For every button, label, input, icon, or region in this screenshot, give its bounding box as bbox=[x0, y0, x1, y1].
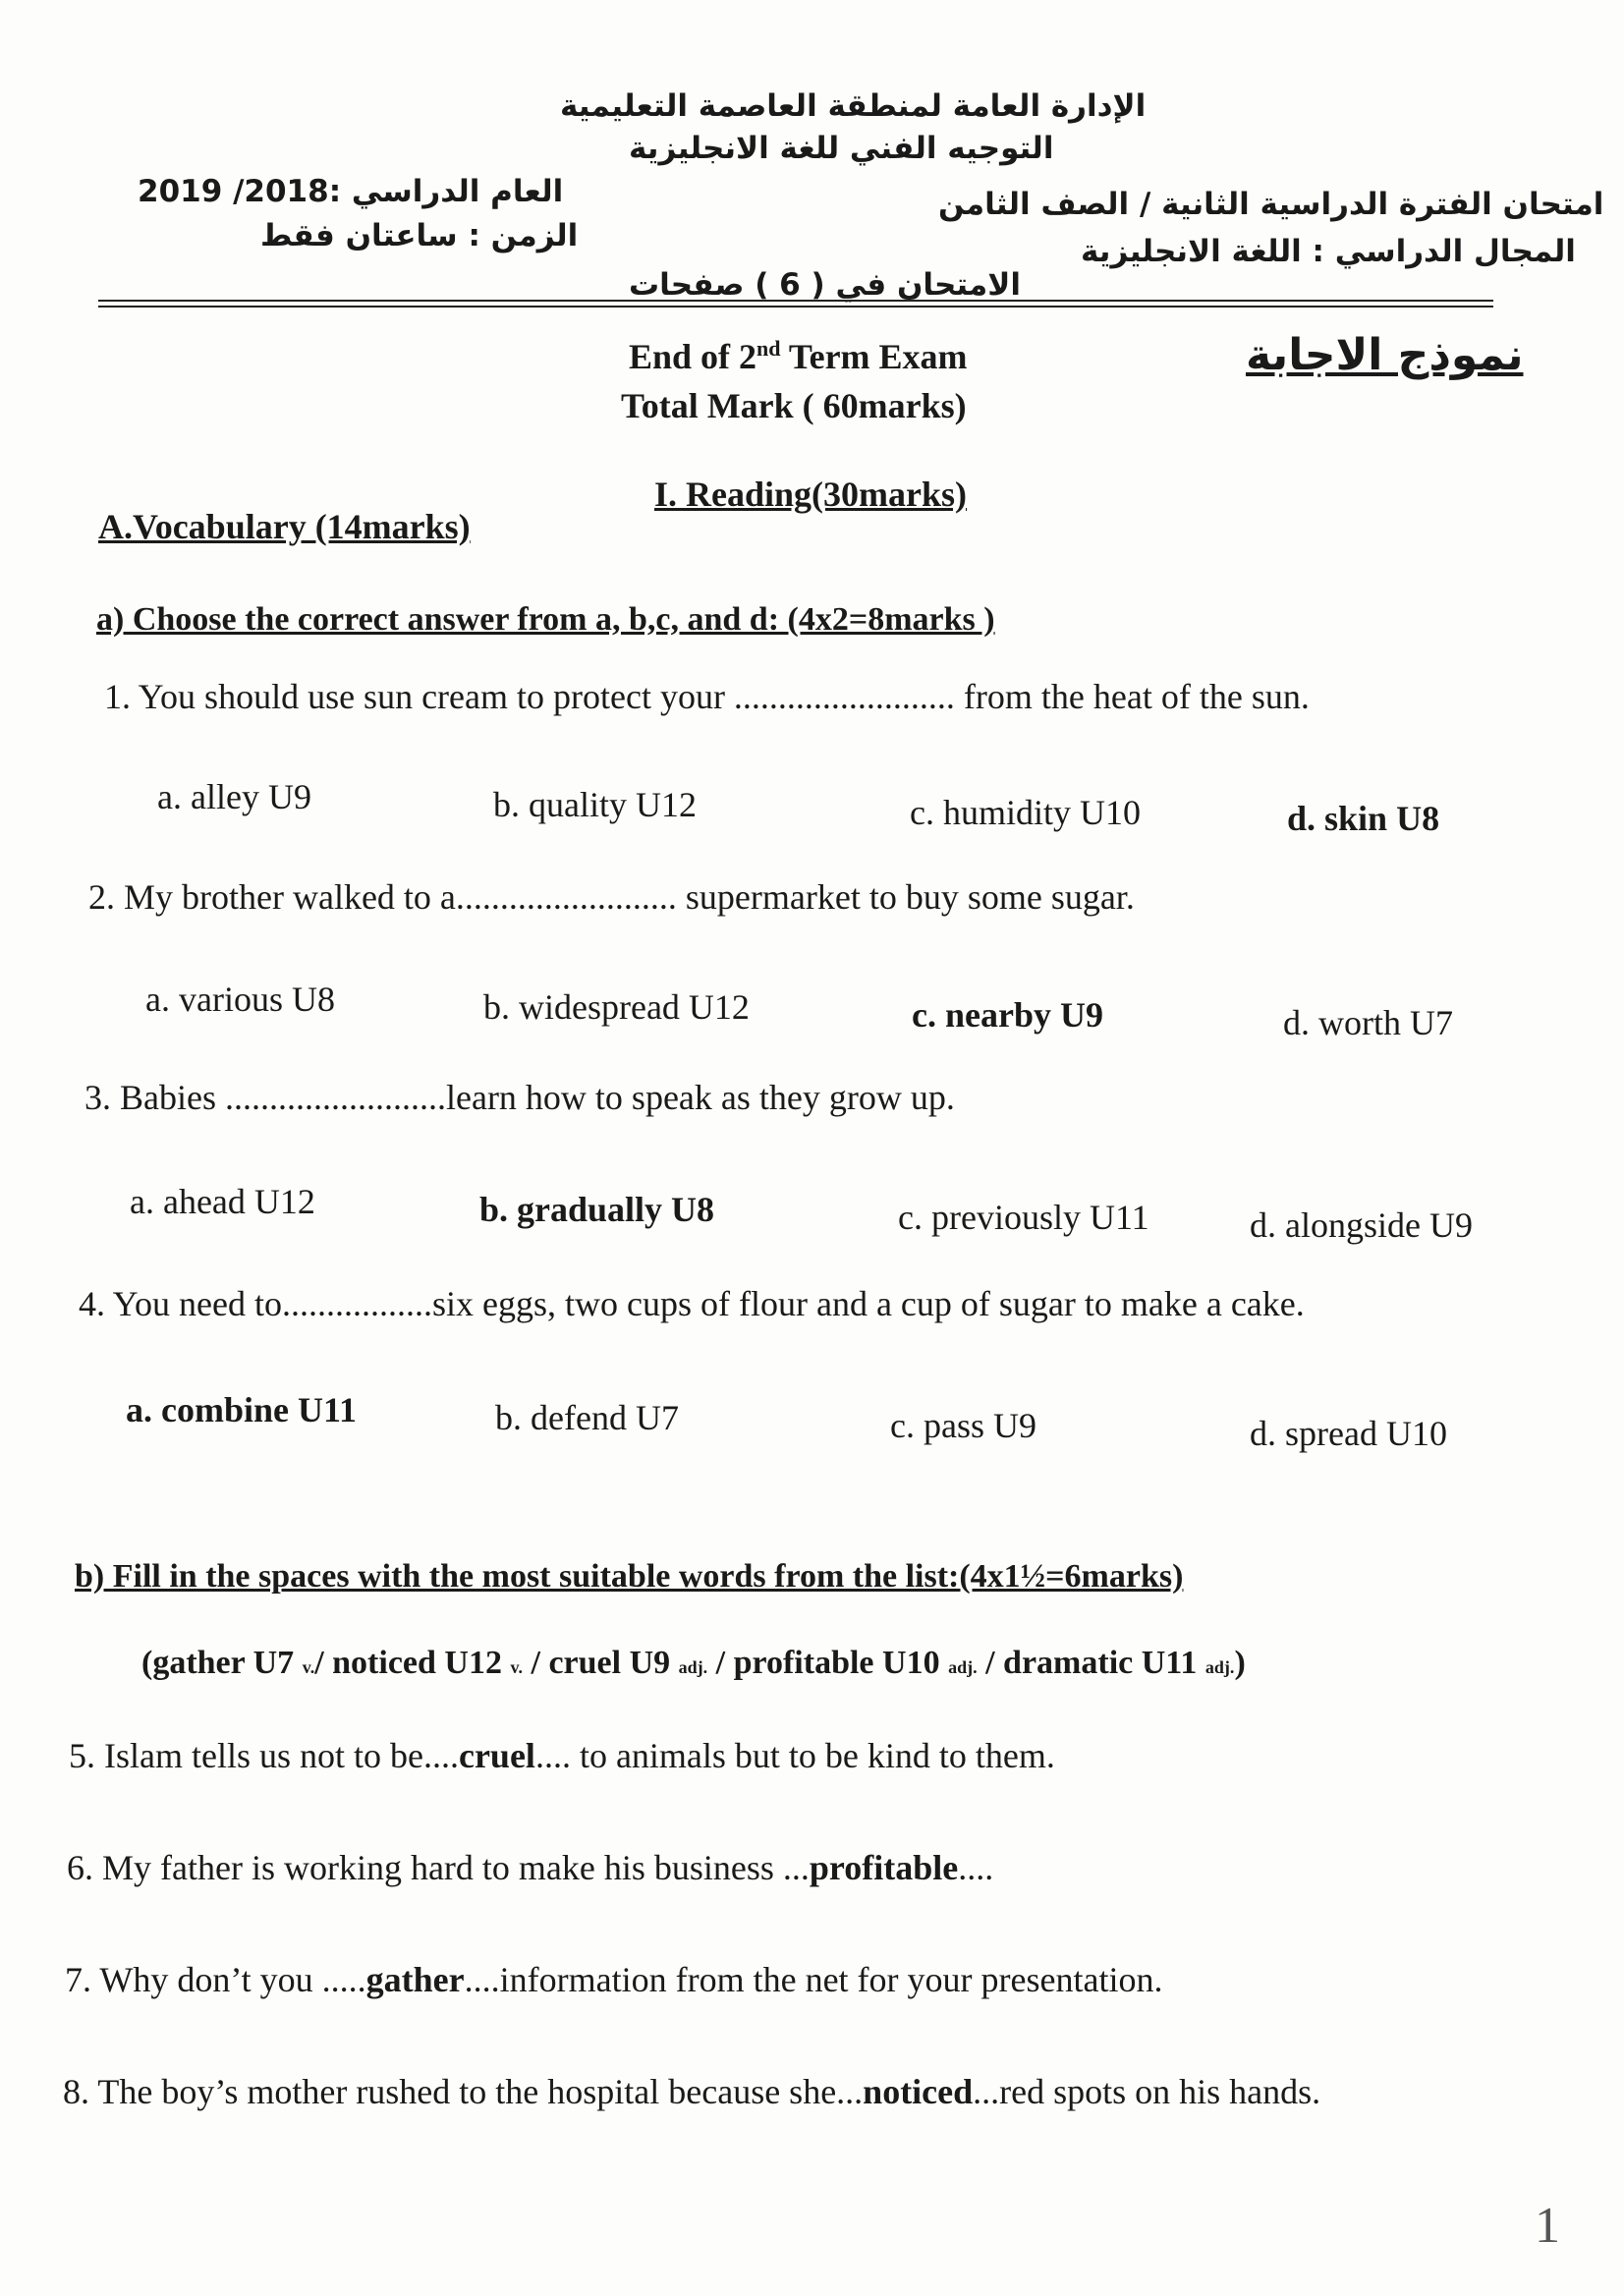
sentence-6-answer: profitable bbox=[809, 1848, 959, 1887]
word-list: (gather U7 v./ noticed U12 v. / cruel U9 adj. / profitable U10 adj. / dramatic U11 adj.) bbox=[141, 1645, 1246, 1681]
question-2-option-a: a. various U8 bbox=[145, 980, 335, 1019]
question-3-stem: 3. Babies .........................learn how to speak as they grow up. bbox=[84, 1078, 955, 1117]
question-2-option-c-answer: c. nearby U9 bbox=[912, 995, 1103, 1035]
question-4-option-b: b. defend U7 bbox=[495, 1398, 679, 1437]
authority-heading: الإدارة العامة لمنطقة العاصمة التعليمية bbox=[560, 88, 1147, 124]
question-4-option-d: d. spread U10 bbox=[1250, 1414, 1447, 1453]
exam-title: End of 2nd Term Exam bbox=[629, 336, 968, 376]
answer-key-label: نموذج الاجابة bbox=[1246, 330, 1524, 380]
header-divider bbox=[98, 300, 1493, 302]
part-b-instruction: b) Fill in the spaces with the most suitable words from the list:(4x1½=6marks) bbox=[75, 1558, 1184, 1595]
sentence-5: 5. Islam tells us not to be....cruel.... to animals but to be kind to them. bbox=[69, 1736, 1055, 1775]
question-3-option-d: d. alongside U9 bbox=[1250, 1205, 1473, 1245]
question-3-option-a: a. ahead U12 bbox=[130, 1182, 315, 1221]
question-1-stem: 1. You should use sun cream to protect your ......................... from the heat of the sun. bbox=[104, 677, 1310, 716]
sentence-7: 7. Why don’t you .....gather....information from the net for your presentation. bbox=[65, 1960, 1163, 1999]
reading-section-heading: I. Reading(30marks) bbox=[654, 475, 968, 514]
department-heading: التوجيه الفني للغة الانجليزية bbox=[629, 131, 1054, 166]
time-allowed: الزمن : ساعتان فقط bbox=[260, 218, 579, 253]
school-year: العام الدراسي :2018/ 2019 bbox=[138, 174, 564, 209]
sentence-7-answer: gather bbox=[365, 1960, 465, 1999]
page-count: الامتحان في ( 6 ) صفحات bbox=[629, 267, 1021, 303]
page-number: 1 bbox=[1535, 2198, 1560, 2254]
question-4-option-a-answer: a. combine U11 bbox=[126, 1390, 358, 1429]
question-2-option-b: b. widespread U12 bbox=[483, 987, 750, 1027]
sentence-5-answer: cruel bbox=[458, 1736, 535, 1775]
total-mark: Total Mark ( 60marks) bbox=[621, 386, 967, 425]
question-2-option-d: d. worth U7 bbox=[1283, 1003, 1453, 1042]
header-divider-second bbox=[98, 306, 1493, 308]
vocabulary-heading: A.Vocabulary (14marks) bbox=[98, 507, 471, 546]
question-4-stem: 4. You need to.................six eggs, two cups of flour and a cup of sugar to make a cake. bbox=[79, 1284, 1305, 1323]
part-a-instruction: a) Choose the correct answer from a, b,c, and d: (4x2=8marks ) bbox=[96, 601, 995, 638]
question-3-option-b-answer: b. gradually U8 bbox=[479, 1190, 715, 1229]
question-2-stem: 2. My brother walked to a......................... supermarket to buy some sugar. bbox=[88, 877, 1135, 917]
subject-line: المجال الدراسي : اللغة الانجليزية bbox=[1081, 234, 1576, 269]
exam-period: امتحان الفترة الدراسية الثانية / الصف الثامن bbox=[938, 187, 1604, 222]
question-1-option-b: b. quality U12 bbox=[493, 785, 697, 824]
sentence-6: 6. My father is working hard to make his business ...profitable.... bbox=[67, 1848, 994, 1887]
question-3-option-c: c. previously U11 bbox=[898, 1198, 1149, 1237]
sentence-8: 8. The boy’s mother rushed to the hospital because she...noticed...red spots on his hands. bbox=[63, 2072, 1321, 2111]
question-4-option-c: c. pass U9 bbox=[890, 1406, 1036, 1445]
question-1-option-d-answer: d. skin U8 bbox=[1287, 799, 1440, 838]
question-1-option-c: c. humidity U10 bbox=[910, 793, 1141, 832]
question-1-option-a: a. alley U9 bbox=[157, 777, 311, 816]
sentence-8-answer: noticed bbox=[863, 2072, 974, 2111]
